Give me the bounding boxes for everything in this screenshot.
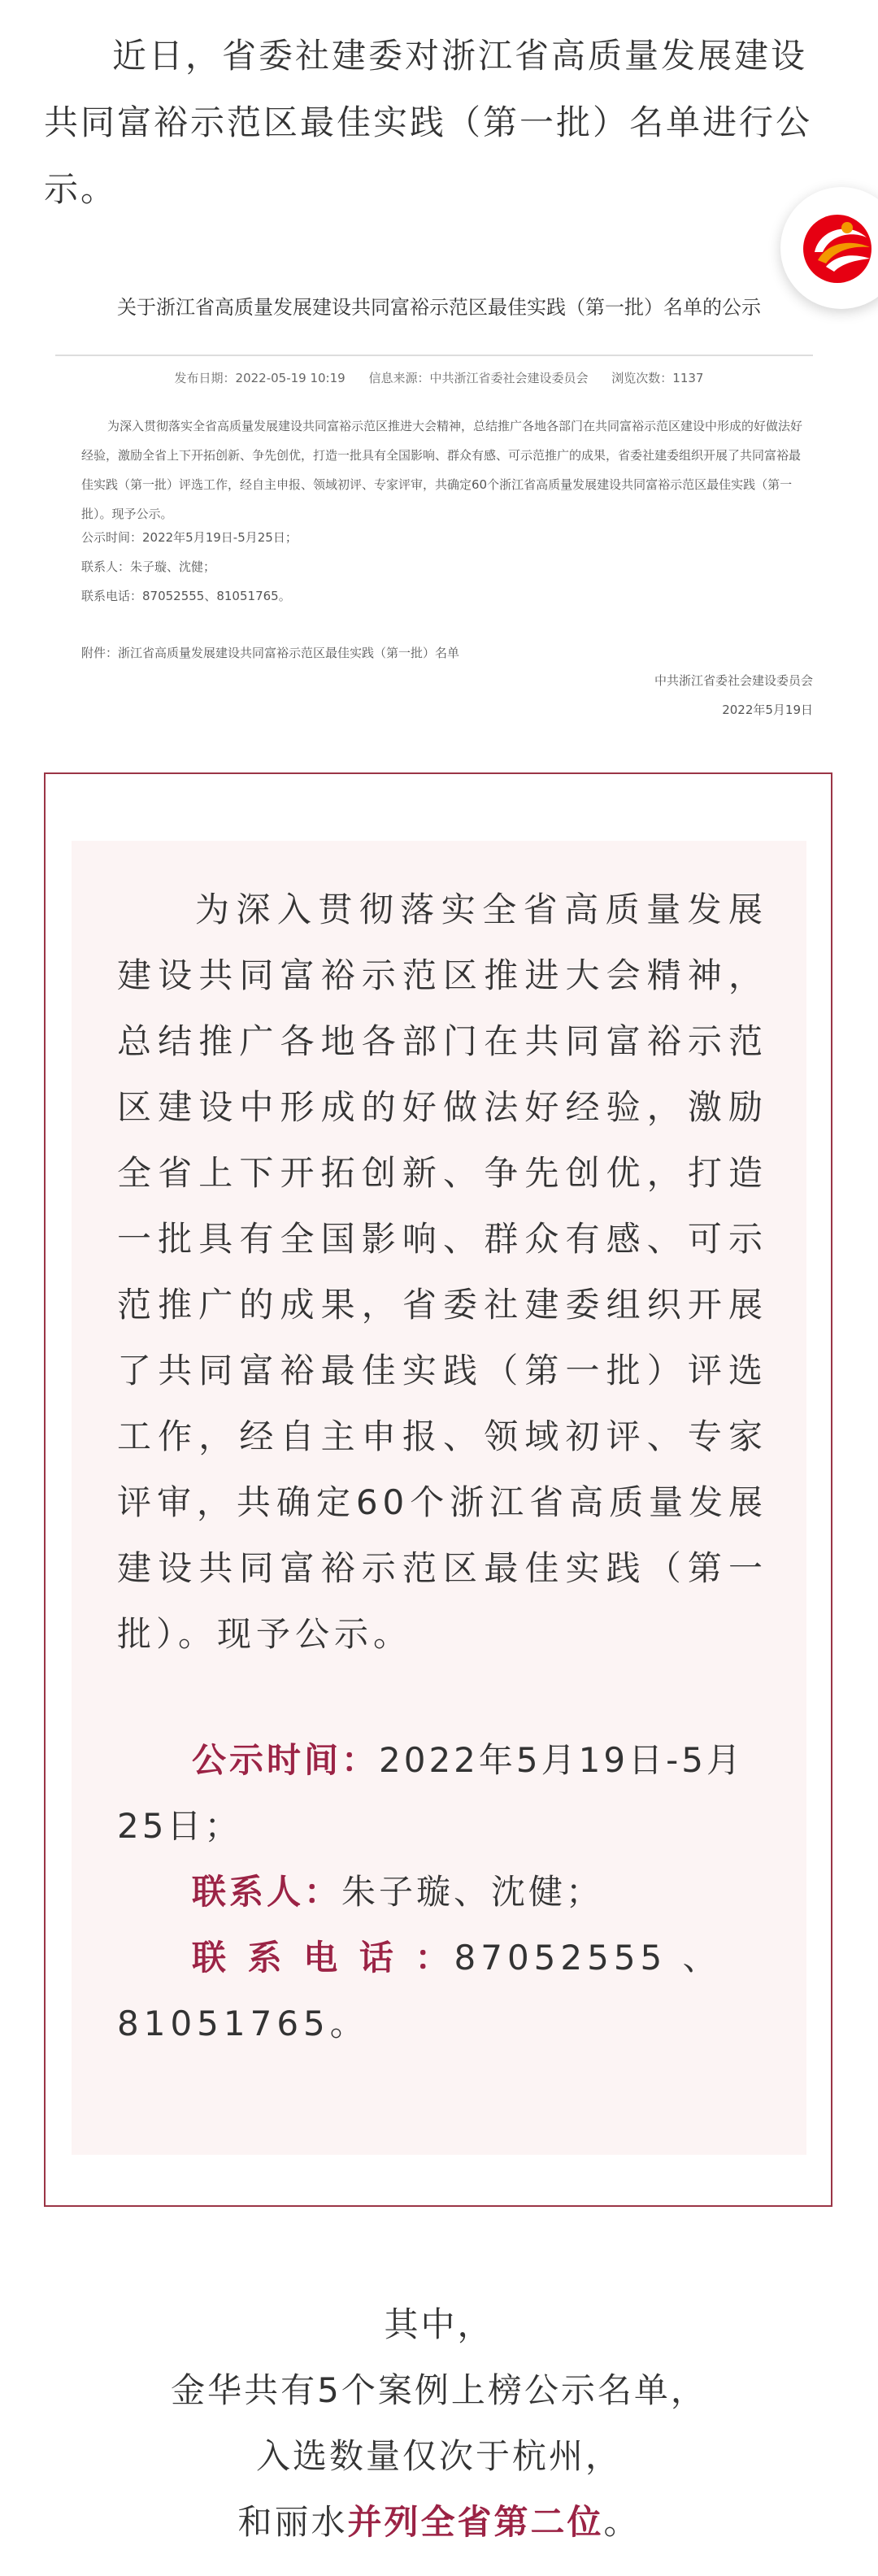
publish-date: 发布日期：2022-05-19 10:19	[174, 371, 346, 385]
contact-value: 朱子璇、沈健；	[341, 1872, 604, 1912]
document-date: 2022年5月19日	[722, 703, 813, 717]
closing-suffix: 。	[603, 2502, 641, 2542]
closing-line-2: 金华共有5个案例上榜公示名单，	[171, 2370, 707, 2410]
closing-prefix: 和丽水	[237, 2502, 348, 2542]
intro-paragraph: 近日，省委社建委对浙江省高质量发展建设共同富裕示范区最佳实践（第一批）名单进行公示。	[44, 36, 813, 209]
brand-logo-icon	[798, 210, 878, 285]
info-source: 信息来源：中共浙江省委社会建设委员会	[368, 371, 589, 385]
document-body: 为深入贯彻落实全省高质量发展建设共同富裕示范区推进大会精神，总结推广各地各部门在共同富裕示范区建设中形成的好做法好经验，激励全省上下开拓创新、争先创优，打造一批具有全国影响、群众有感、可示范推广的成果，省委社建委组织开展了共同富裕最佳实践（第一批）评选工作，经自主申报、领域初评、专家评审，共确定60个浙江省高质量发展建设共同富裕示范区最佳实践（第一批）。现予公示。	[81, 419, 803, 521]
quote-box-inner	[72, 841, 806, 2155]
period-label: 公示时间：	[192, 1740, 380, 1780]
closing-line-1: 其中，	[384, 2304, 494, 2344]
contact-label: 联系人：	[192, 1872, 342, 1912]
phone-value: 87052555 、 81051765。	[117, 1938, 722, 2043]
closing-highlight: 并列全省第二位	[347, 2502, 604, 2542]
document-period: 公示时间：2022年5月19日-5月25日；	[81, 530, 298, 545]
document-contact: 联系人：朱子璇、沈健；	[81, 559, 216, 574]
document-phone: 联系电话：87052555、81051765。	[81, 589, 291, 603]
quote-box	[44, 772, 832, 2207]
title-divider	[55, 355, 813, 356]
period-value: 2022年5月19日-5月25日；	[117, 1740, 744, 1846]
closing-text	[0, 2291, 878, 2555]
document-meta	[0, 369, 878, 386]
closing-line-4	[0, 2489, 878, 2555]
phone-line	[117, 1925, 767, 2056]
document-attachment[interactable]: 附件：浙江省高质量发展建设共同富裕示范区最佳实践（第一批）名单	[81, 646, 460, 660]
period-line	[117, 1727, 767, 1859]
document-org: 中共浙江省委社会建设委员会	[654, 673, 813, 688]
contact-line	[117, 1859, 767, 1925]
phone-label: 联 系 电 话 ：	[192, 1938, 454, 1978]
quote-paragraph: 为深入贯彻落实全省高质量发展建设共同富裕示范区推进大会精神，总结推广各地各部门在共同富裕示范区建设中形成的好做法好经验，激励全省上下开拓创新、争先创优，打造一批具有全国影响、群众有感、可示范推广的成果，省委社建委组织开展了共同富裕最佳实践（第一批）评选工作，经自主申报、领域初评、专家评审，共确定60个浙江省高质量发展建设共同富裕示范区最佳实践（第一批）。现予公示。	[117, 890, 767, 1654]
view-count: 浏览次数：1137	[611, 371, 704, 385]
closing-line-3: 入选数量仅次于杭州，	[255, 2436, 622, 2476]
document-title: 关于浙江省高质量发展建设共同富裕示范区最佳实践（第一批）名单的公示	[117, 296, 761, 319]
